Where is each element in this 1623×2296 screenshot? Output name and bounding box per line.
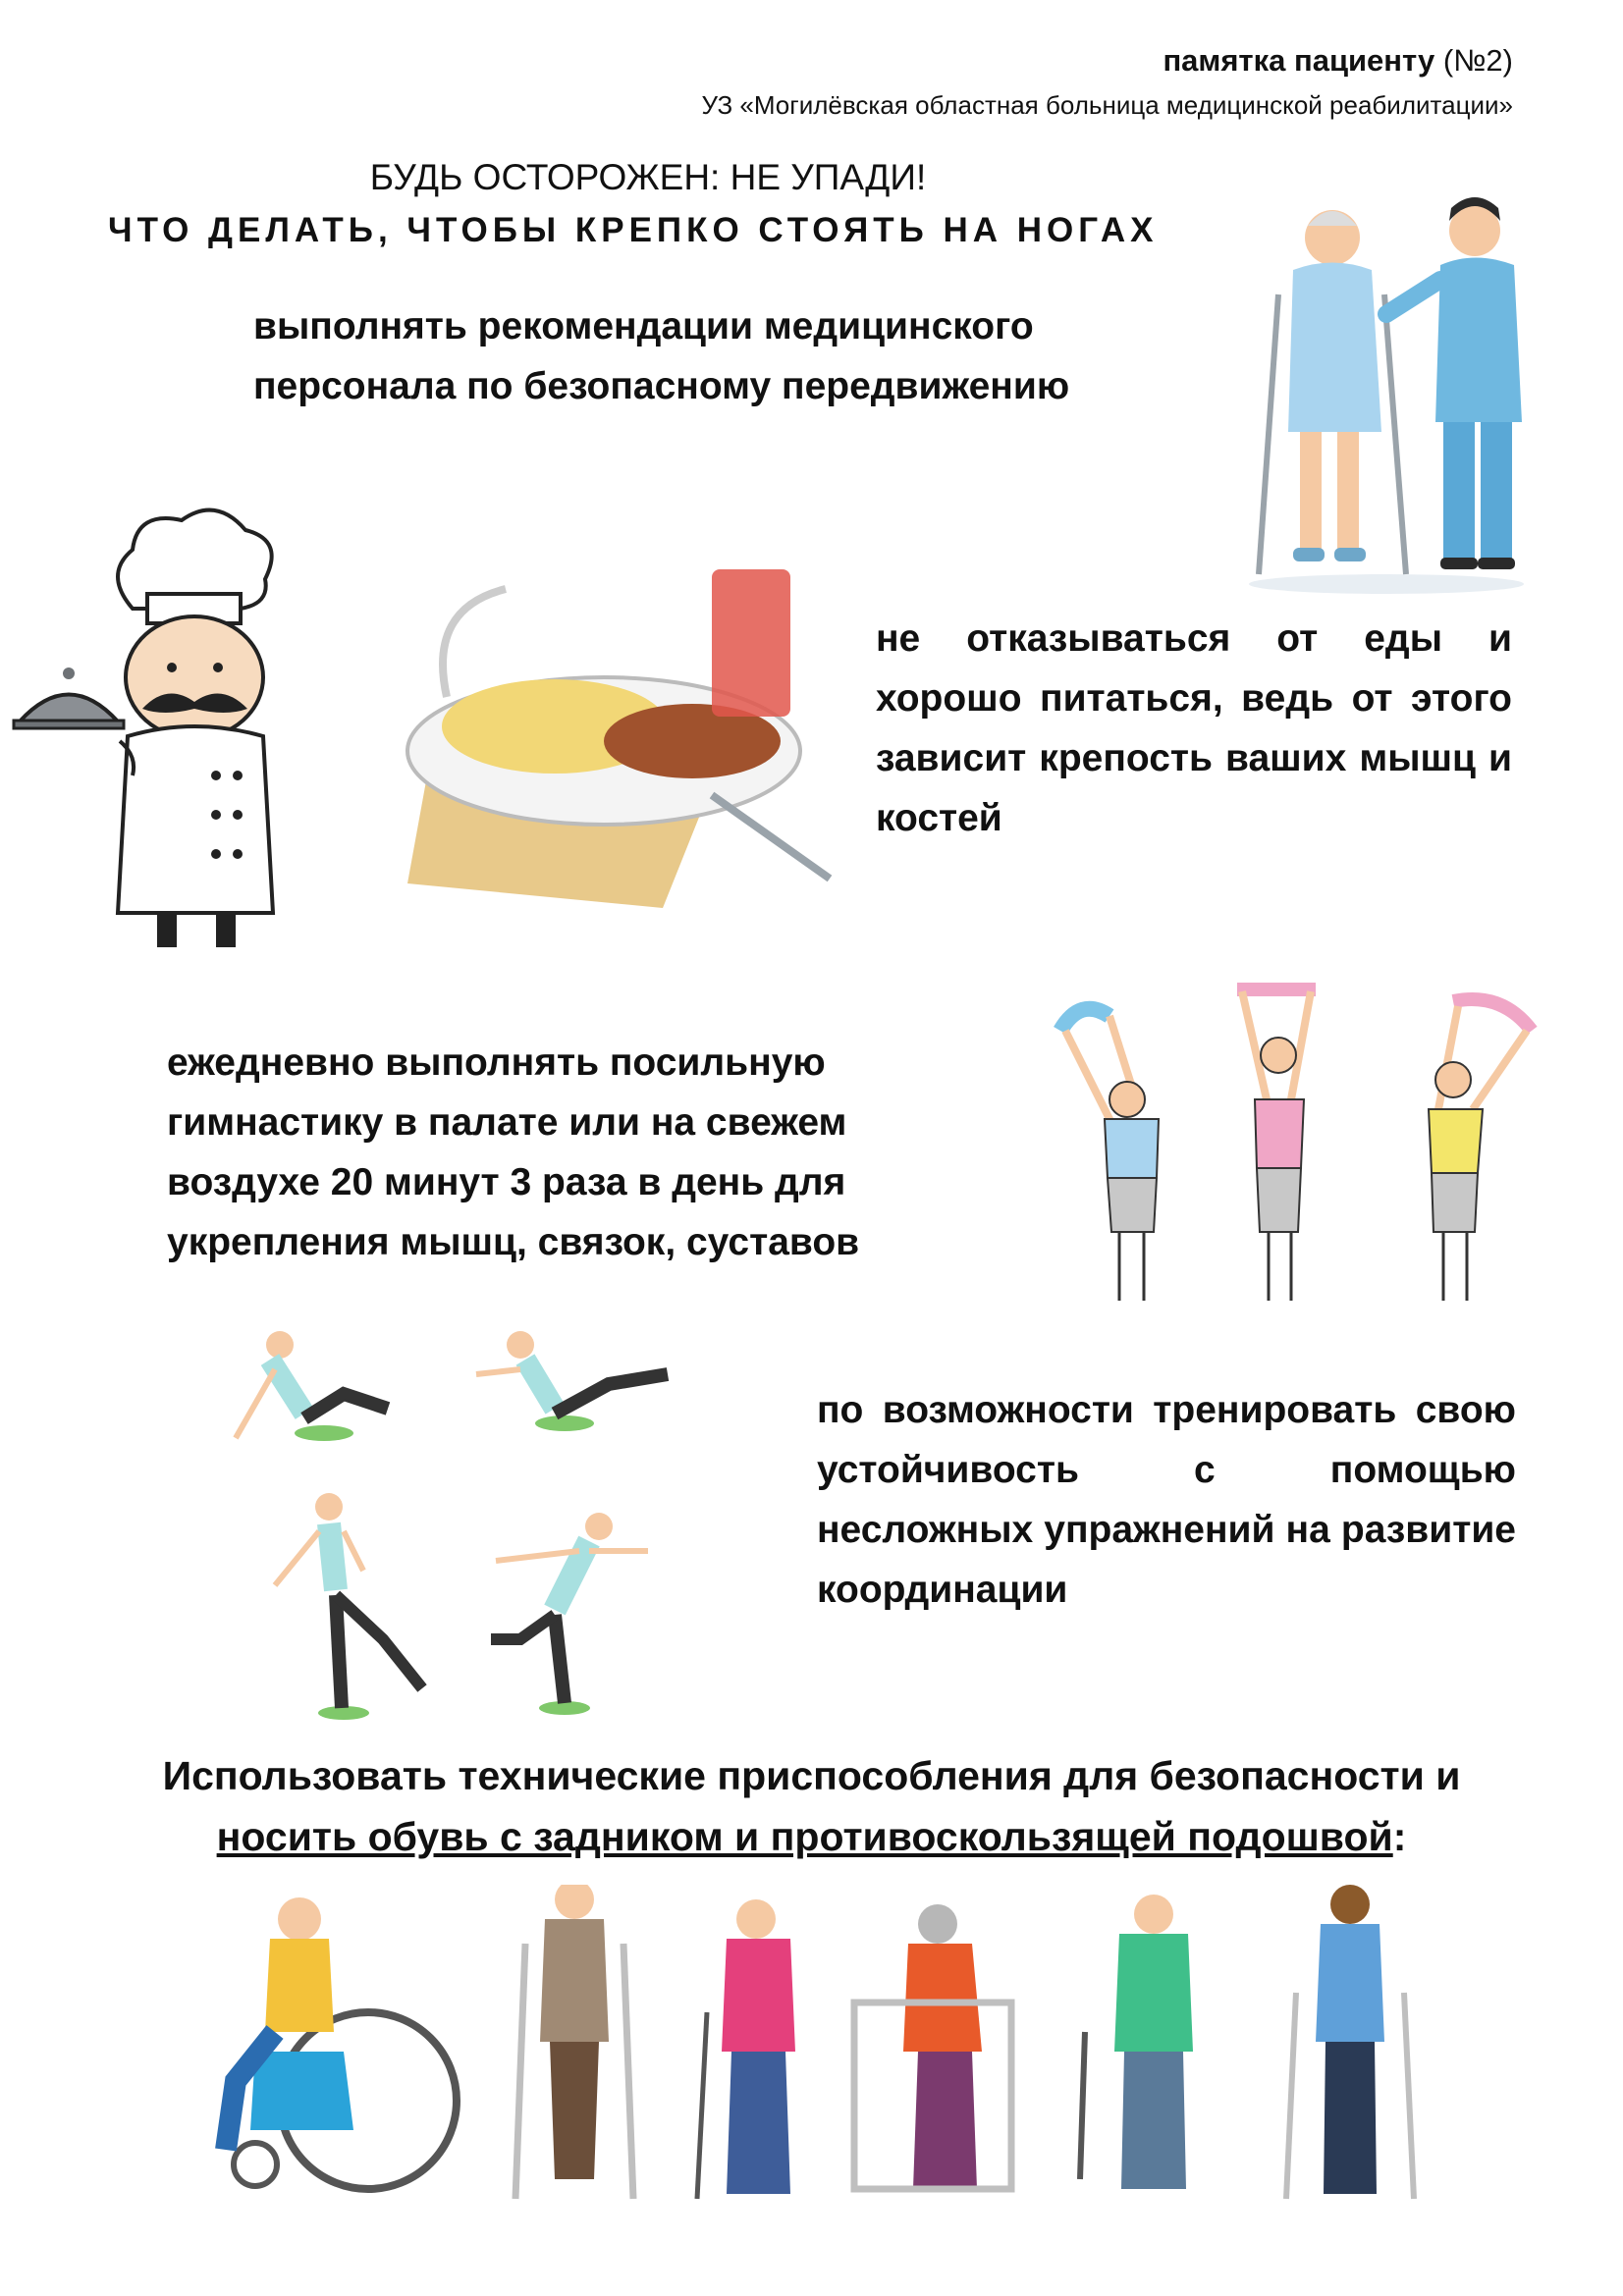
memo-label: памятка пациенту <box>1163 43 1435 78</box>
closing-statement <box>0 1745 1623 1867</box>
balance-exercise-illustration <box>226 1315 697 1728</box>
mobility-aids-illustration <box>196 1885 1473 2218</box>
food-plate-illustration <box>388 550 849 923</box>
recommendation-2: не отказываться от еды и хорошо питаться, ведь от этого зависит крепость ваших мышц и костей <box>876 617 1512 839</box>
memo-title <box>1163 43 1513 79</box>
recommendation-3 <box>167 1033 972 1272</box>
memo-number: (№2) <box>1442 43 1513 78</box>
organization-name: УЗ «Могилёвская областная больница медицинской реабилитации» <box>701 90 1513 120</box>
closing-underlined: носить обувь с задником и противоскользящей подошвой <box>216 1814 1393 1859</box>
recommendation-3-line: воздухе 20 минут 3 раза в день для <box>167 1161 846 1203</box>
recommendation-3-line: укрепления мышц, связок, суставов <box>167 1221 860 1263</box>
recommendation-3-line: гимнастику в палате или на свежем <box>167 1101 847 1144</box>
chef-illustration <box>10 481 324 962</box>
recommendation-3-line: ежедневно выполнять посильную <box>167 1041 826 1084</box>
recommendation-4: по возможности тренировать свою устойчивость с помощью несложных упражнений на развитие координации <box>817 1389 1516 1611</box>
page-subtitle: ЧТО ДЕЛАТЬ, ЧТОБЫ КРЕПКО СТОЯТЬ НА НОГАХ <box>108 211 1159 249</box>
recommendation-1-line: персонала по безопасному передвижению <box>253 365 1070 407</box>
towel-exercise-illustration <box>1041 972 1561 1315</box>
closing-line-1: Использовать технические приспособления для безопасности и <box>162 1753 1461 1798</box>
recommendation-1-line: выполнять рекомендации медицинского <box>253 305 1034 347</box>
page-title: БУДЬ ОСТОРОЖЕН: НЕ УПАДИ! <box>369 157 927 197</box>
recommendation-1 <box>253 296 1137 416</box>
closing-line-2 <box>0 1806 1623 1867</box>
patient-with-nurse-illustration <box>1239 187 1563 599</box>
closing-tail: : <box>1392 1814 1407 1859</box>
